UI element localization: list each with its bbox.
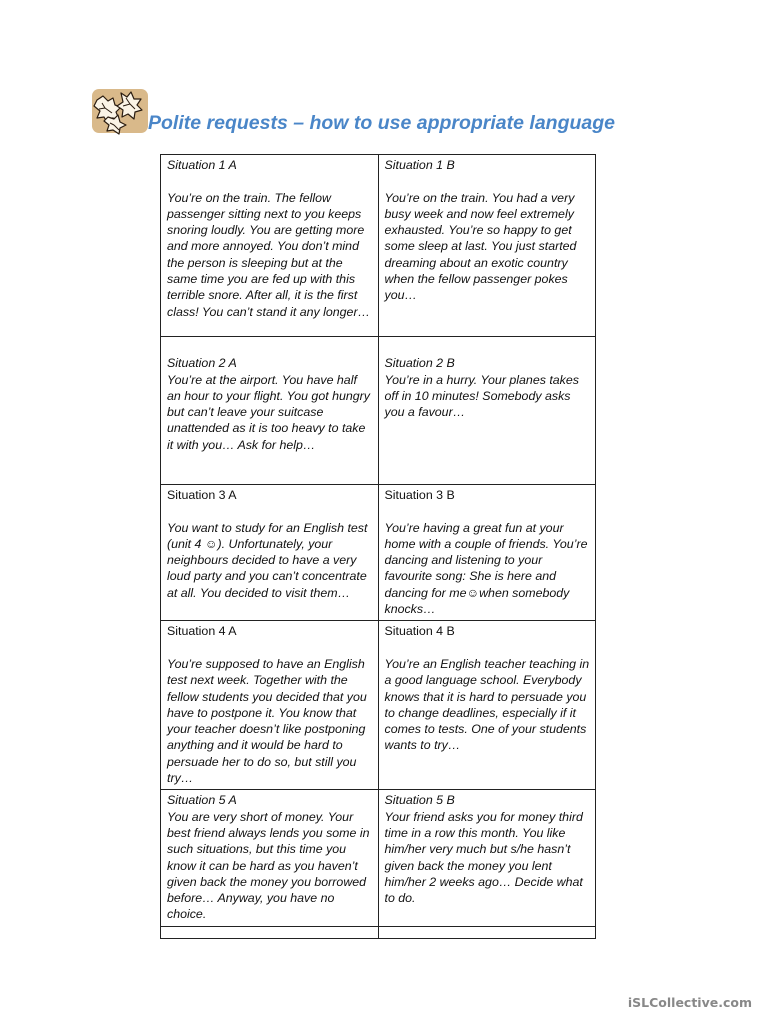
table-row-empty <box>161 926 596 938</box>
situation-heading: Situation 3 B <box>384 488 455 502</box>
table-row <box>161 155 596 337</box>
situation-text: You’re at the airport. You have half an hour to your flight. You got hungry but can’t leave your suitcase unattended as it is too heavy to take it with you… Ask for help… <box>167 372 370 452</box>
table-row <box>161 337 596 485</box>
watermark: iSLCollective.com <box>627 995 752 1010</box>
situation-card-5b <box>378 790 596 926</box>
situation-text: You’re in a hurry. Your planes takes off in 10 minutes! Somebody asks you a favour… <box>384 372 579 420</box>
situation-card-2b <box>378 337 596 485</box>
situations-table <box>160 154 596 939</box>
autumn-leaves-icon <box>88 86 150 136</box>
situation-heading: Situation 3 A <box>167 488 237 502</box>
situation-heading: Situation 4 A <box>167 624 237 639</box>
situation-card-1a <box>161 155 379 337</box>
situation-heading: Situation 1 A <box>167 158 237 172</box>
empty-cell <box>378 926 596 938</box>
table-row <box>161 790 596 926</box>
table-row <box>161 485 596 621</box>
page-title: Polite requests – how to use appropriate language <box>148 112 616 134</box>
situation-text: You’re an English teacher teaching in a good language school. Everybody knows that it is hard to persuade you to change deadlines, especially if it comes to tests. One of your students wants to try… <box>384 656 590 753</box>
situation-heading: Situation 2 A <box>167 356 237 371</box>
situation-card-3a <box>161 485 379 621</box>
situation-text: Your friend asks you for money third time in a row this month. You like him/her very much but s/he hasn’t given back the money you lent him/her 2 weeks ago… Decide what to do. <box>384 809 583 906</box>
situation-card-5a <box>161 790 379 926</box>
situation-heading: Situation 5 A <box>167 793 237 808</box>
situation-text: You’re having a great fun at your home with a couple of friends. You’re dancing and listening to your favourite song: She is here and dancing for me☺when somebody knocks… <box>384 520 588 617</box>
situation-card-1b <box>378 155 596 337</box>
situation-text: You’re supposed to have an English test next week. Together with the fellow students you decided that you have to postpone it. You know that your teacher doesn’t like postponing anything and it would be hard to persuade her to do so, but still you try… <box>167 656 367 786</box>
table-row <box>161 621 596 790</box>
situation-heading: Situation 4 B <box>384 624 455 639</box>
situation-heading: Situation 2 B <box>384 356 455 371</box>
empty-cell <box>161 926 379 938</box>
situation-card-4a <box>161 621 379 790</box>
situation-text: You’re on the train. The fellow passenger sitting next to you keeps snoring loudly. You are getting more and more annoyed. You don’t mind the person is sleeping but at the same time you are fed up with this terrible snore. After all, it is the first class! You can’t stand it any longer… <box>167 190 370 319</box>
situation-text: You want to study for an English test (unit 4 ☺). Unfortunately, your neighbours decided to have a very loud party and you can’t concentrate at all. You decided to visit them… <box>167 520 368 600</box>
situation-text: You’re on the train. You had a very busy week and now feel extremely exhausted. You’re so happy to get some sleep at last. You just started dreaming about an exotic country when the fellow passenger pokes you… <box>384 190 577 303</box>
situation-card-3b <box>378 485 596 621</box>
situation-card-4b <box>378 621 596 790</box>
situation-card-2a <box>161 337 379 485</box>
situation-heading: Situation 1 B <box>384 158 455 172</box>
situation-heading: Situation 5 B <box>384 793 455 808</box>
situation-text: You are very short of money. Your best friend always lends you some in such situations, but this time you know it can be hard as you haven’t given back the money you borrowed before… Anyway, you have no choice. <box>167 809 370 922</box>
